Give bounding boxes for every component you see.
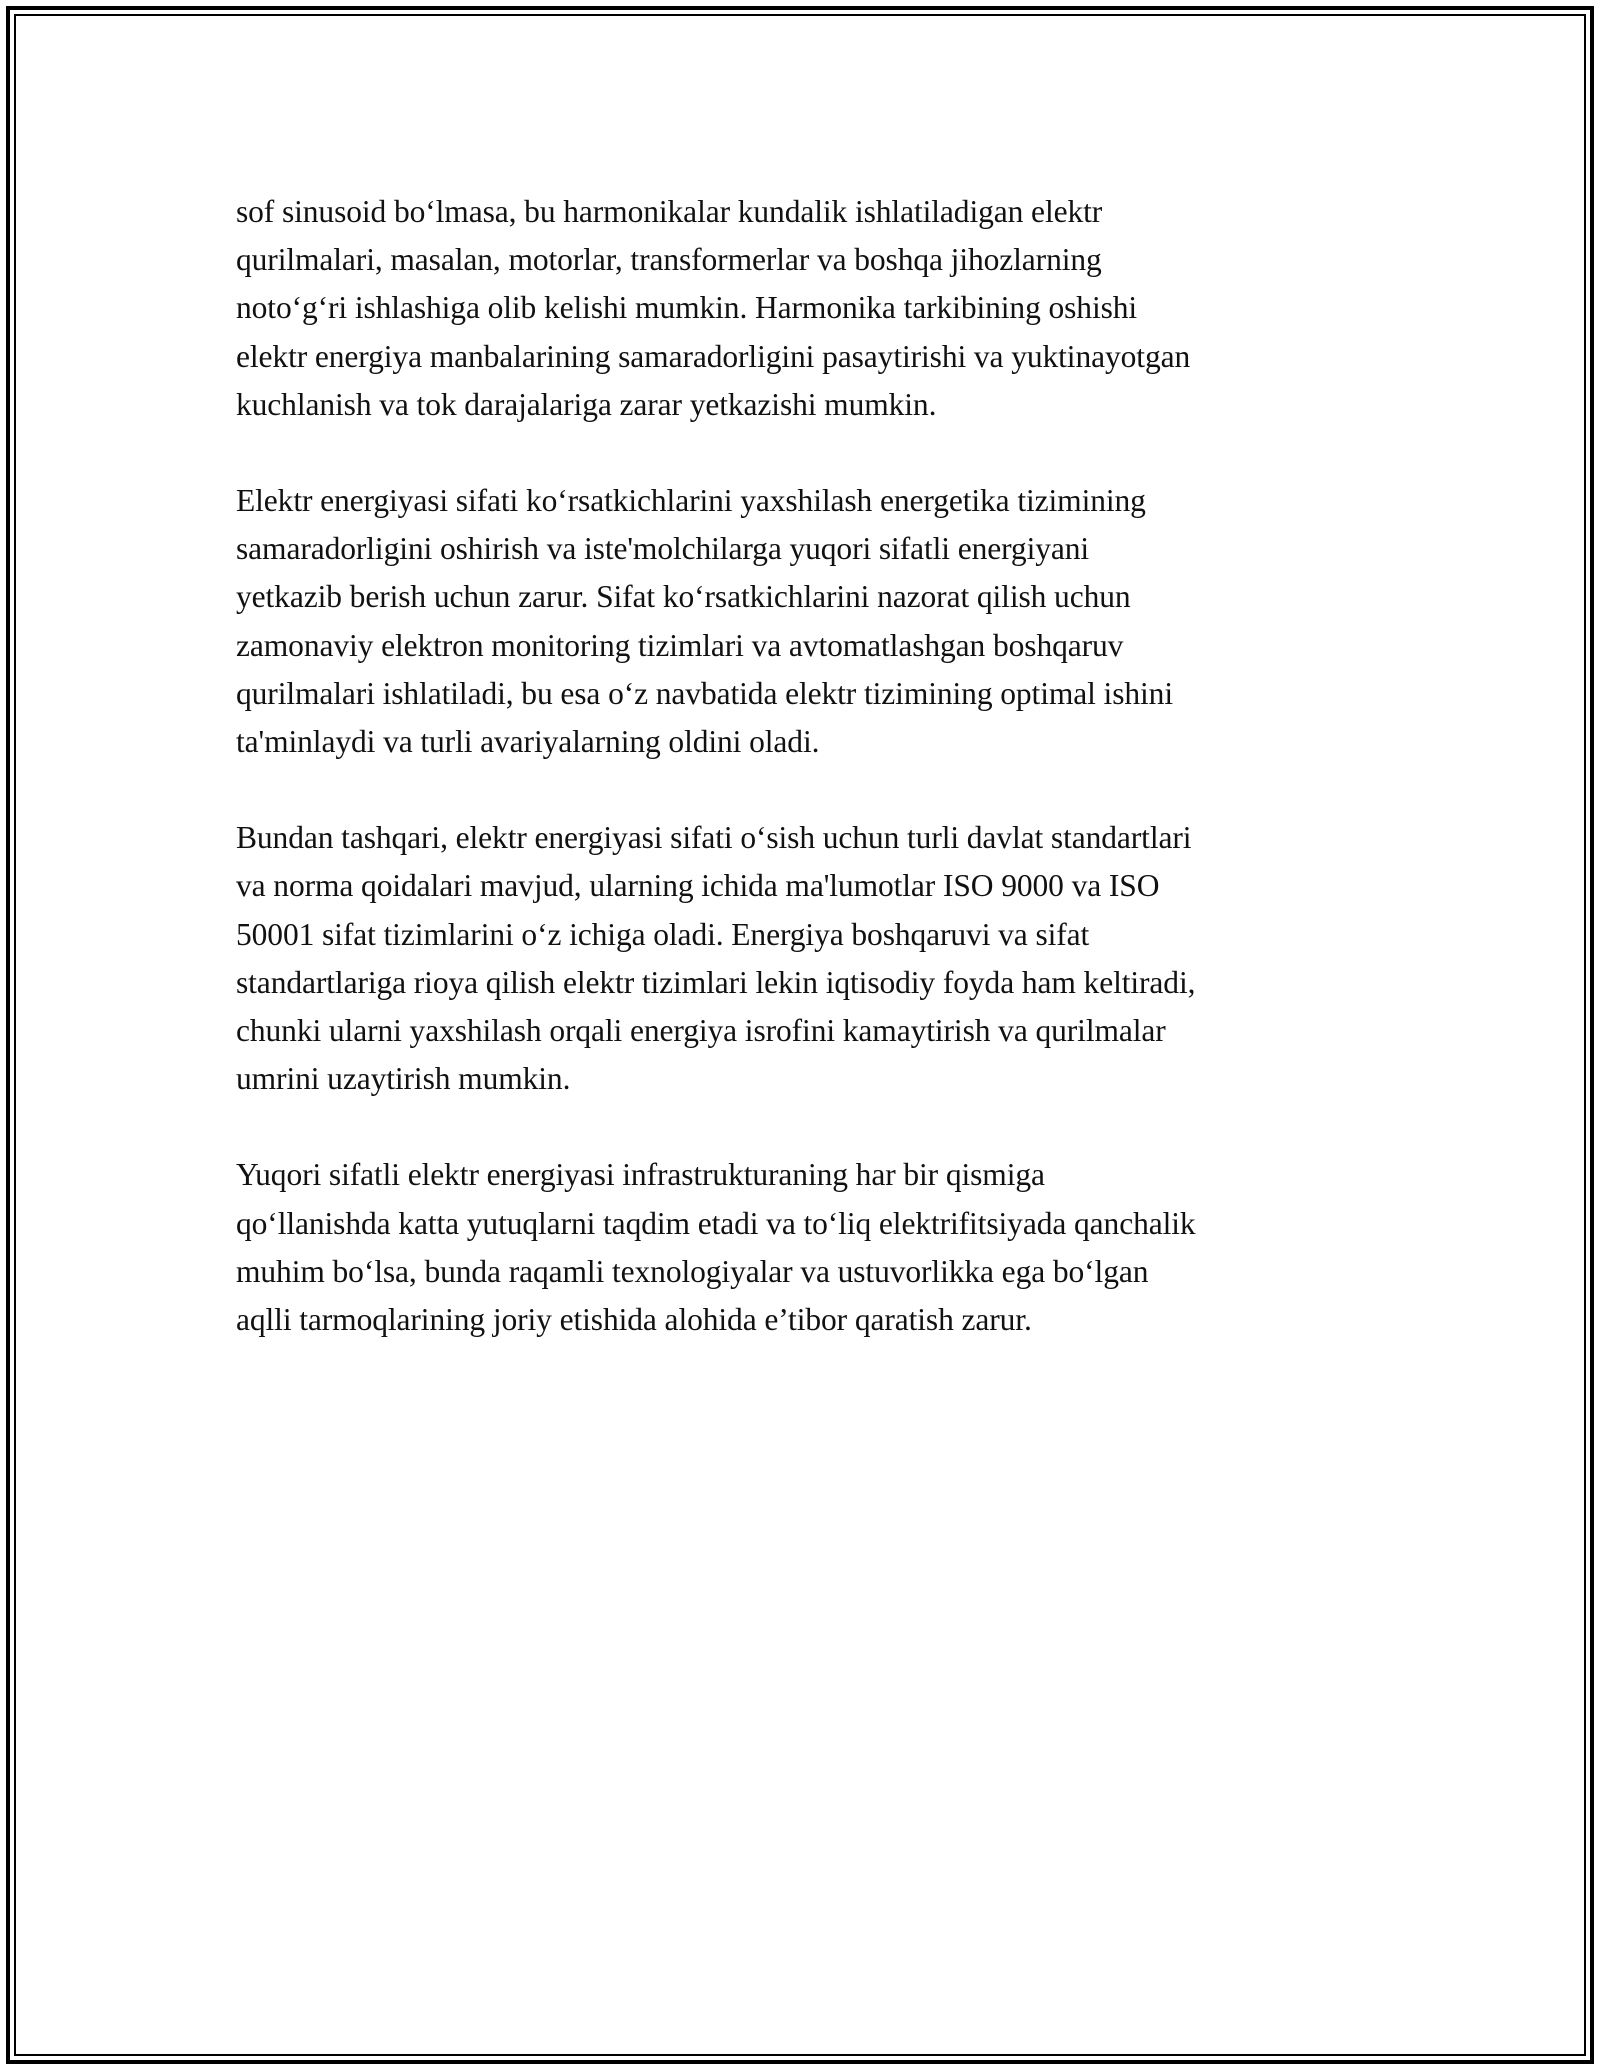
text-line: chunki ularni yaxshilash orqali energiya isrofini kamaytirish va qurilmalar — [236, 1013, 1166, 1049]
text-line: ta'minlaydi va turli avariyalarning oldini oladi. — [236, 724, 820, 760]
paragraph-3 — [236, 814, 1366, 1103]
text-line: yetkazib berish uchun zarur. Sifat ko‘rsatkichlarini nazorat qilish uchun — [236, 579, 1131, 615]
text-line: elektr energiya manbalarining samaradorligini pasaytirishi va yuktinayotgan — [236, 338, 1191, 374]
text-line: umrini uzaytirish mumkin. — [236, 1061, 571, 1097]
paragraph-2 — [236, 477, 1366, 766]
text-line: Bundan tashqari, elektr energiyasi sifati o‘sish uchun turli davlat standartlari — [236, 820, 1192, 856]
text-line: qo‘llanishda katta yutuqlarni taqdim etadi va to‘liq elektrifitsiyada qanchalik — [236, 1205, 1196, 1241]
text-line: va norma qoidalari mavjud, ularning ichida ma'lumotlar ISO 9000 va ISO — [236, 868, 1160, 904]
text-line: 50001 sifat tizimlarini o‘z ichiga oladi. Energiya boshqaruvi va sifat — [236, 916, 1090, 952]
text-line: qurilmalari, masalan, motorlar, transformerlar va boshqa jihozlarning — [236, 242, 1102, 278]
text-line: noto‘g‘ri ishlashiga olib kelishi mumkin. Harmonika tarkibining oshishi — [236, 290, 1138, 326]
paragraph-1 — [236, 188, 1366, 429]
text-line: qurilmalari ishlatiladi, bu esa o‘z navbatida elektr tizimining optimal ishini — [236, 675, 1173, 711]
document-body — [236, 188, 1366, 1392]
text-line: samaradorligini oshirish va iste'molchilarga yuqori sifatli energiyani — [236, 531, 1090, 567]
text-line: Elektr energiyasi sifati ko‘rsatkichlarini yaxshilash energetika tizimining — [236, 483, 1146, 519]
text-line: sof sinusoid bo‘lmasa, bu harmonikalar kundalik ishlatiladigan elektr — [236, 194, 1103, 229]
text-line: Yuqori sifatli elektr energiyasi infrastrukturaning har bir qismiga — [236, 1157, 1045, 1193]
text-line: standartlariga rioya qilish elektr tizimlari lekin iqtisodiy foyda ham keltiradi, — [236, 964, 1196, 1000]
text-line: muhim bo‘lsa, bunda raqamli texnologiyalar va ustuvorlikka ega bo‘lgan — [236, 1253, 1149, 1289]
text-line: aqlli tarmoqlarining joriy etishida alohida e’tibor qaratish zarur. — [236, 1302, 1032, 1338]
text-line: kuchlanish va tok darajalariga zarar yetkazishi mumkin. — [236, 386, 937, 422]
text-line: zamonaviy elektron monitoring tizimlari va avtomatlashgan boshqaruv — [236, 627, 1124, 663]
paragraph-4 — [236, 1151, 1366, 1344]
